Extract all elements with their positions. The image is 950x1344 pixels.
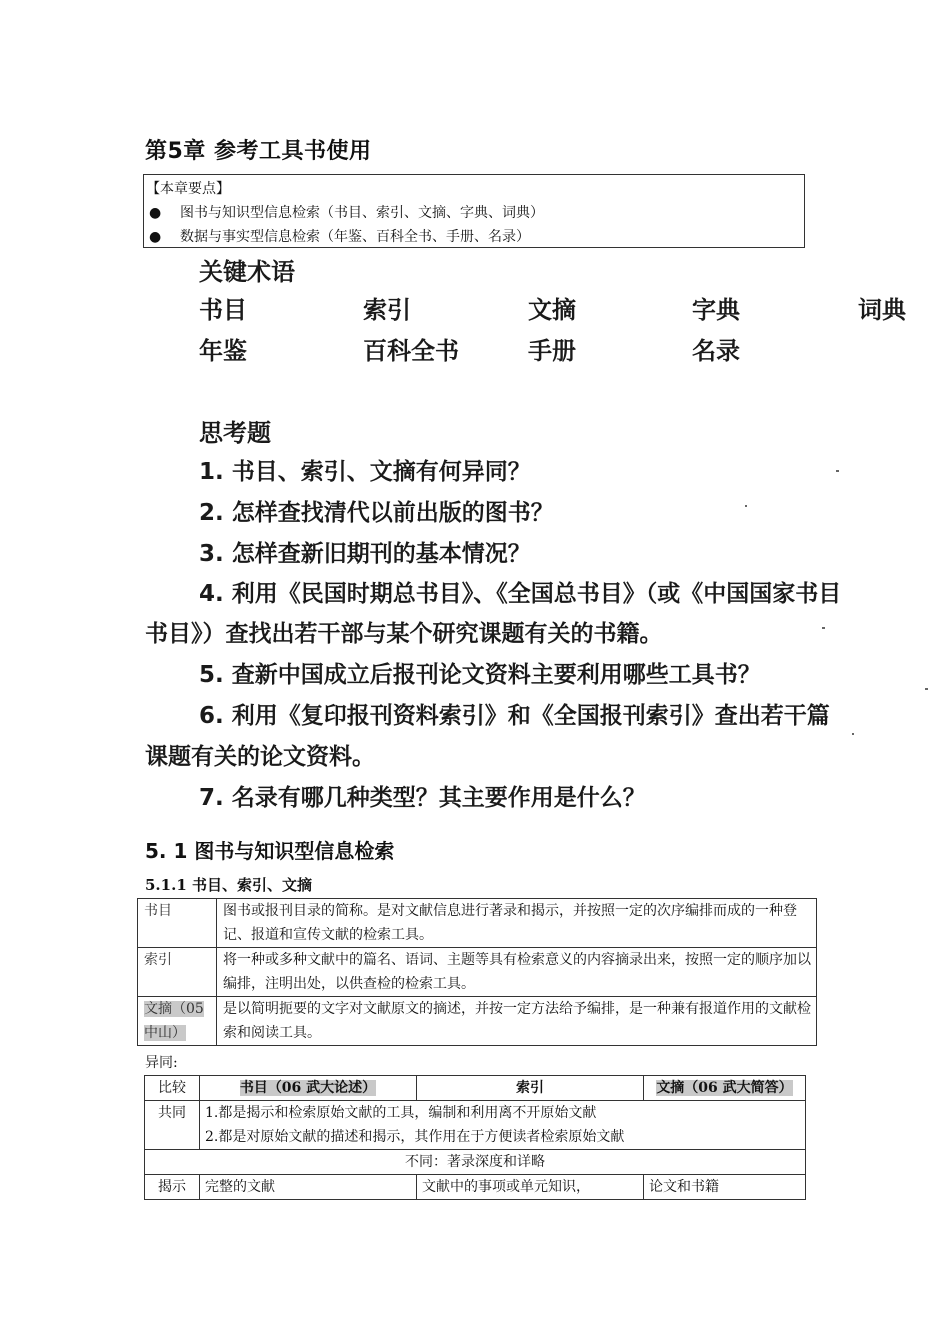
definition-term: 书目 <box>138 899 217 948</box>
scan-speck <box>852 733 854 735</box>
question-line: 6. 利用《复印报刊资料索引》和《全国报刊索引》查出若干篇 <box>199 703 830 729</box>
key-term: 词典 <box>858 296 906 324</box>
question-line: 2. 怎样查找清代以前出版的图书？ <box>199 500 554 526</box>
question-line: 4. 利用《民国时期总书目》、《全国总书目》（或《中国国家书目 <box>199 581 842 607</box>
diff-label: 异同: <box>145 1055 178 1071</box>
table-row <box>138 997 817 1046</box>
header-abstract <box>644 1076 806 1101</box>
scan-speck <box>822 627 825 629</box>
common-content <box>200 1101 806 1150</box>
definition-term <box>138 997 217 1046</box>
header-compare: 比较 <box>145 1076 200 1101</box>
definition-desc: 将一种或多种文献中的篇名、语词、主题等具有检索意义的内容摘录出来，按照一定的顺序加以编排，注明出处，以供查检的检索工具。 <box>217 948 817 997</box>
key-term: 名录 <box>692 337 740 365</box>
table-row <box>145 1150 806 1175</box>
section-heading: 5. 1 图书与知识型信息检索 <box>145 839 395 863</box>
scan-speck <box>836 470 839 472</box>
keypoints-title: 【本章要点】 <box>146 181 230 197</box>
table-header-row <box>145 1076 806 1101</box>
reveal-label: 揭示 <box>145 1175 200 1200</box>
key-term: 书目 <box>199 296 247 324</box>
questions-title: 思考题 <box>199 419 271 447</box>
key-terms-title: 关键术语 <box>199 258 295 286</box>
question-line: 5. 查新中国成立后报刊论文资料主要利用哪些工具书？ <box>199 662 761 688</box>
diff-row: 不同：著录深度和详略 <box>145 1150 806 1175</box>
comparison-table <box>144 1075 806 1200</box>
scan-speck <box>925 688 928 690</box>
header-index: 索引 <box>417 1076 644 1101</box>
common-line: 1.都是揭示和检索原始文献的工具，编制和利用离不开原始文献 <box>205 1105 597 1121</box>
reveal-value: 完整的文献 <box>200 1175 417 1200</box>
common-line: 2.都是对原始文献的描述和揭示，其作用在于方便读者检索原始文献 <box>205 1129 625 1145</box>
table-row <box>138 899 817 948</box>
definitions-table <box>137 898 817 1046</box>
key-term: 字典 <box>692 296 740 324</box>
common-label: 共同 <box>145 1101 200 1150</box>
bullet-icon: ● <box>149 205 162 221</box>
question-line: 7. 名录有哪几种类型？其主要作用是什么？ <box>199 785 646 811</box>
highlighted-header: 文摘（06 武大简答） <box>656 1080 793 1096</box>
reveal-value: 论文和书籍 <box>644 1175 806 1200</box>
highlighted-term: 文摘（05中山） <box>144 1001 204 1041</box>
bullet-icon: ● <box>149 229 162 245</box>
definition-desc: 是以简明扼要的文字对文献原文的摘述，并按一定方法给予编排，是一种兼有报道作用的文献检索和阅读工具。 <box>217 997 817 1046</box>
question-line: 书目》）查找出若干部与某个研究课题有关的书籍。 <box>145 621 663 647</box>
keypoint-text: 图书与知识型信息检索（书目、索引、文摘、字典、词典） <box>180 205 544 221</box>
question-line: 课题有关的论文资料。 <box>145 744 375 770</box>
scan-speck <box>745 505 747 507</box>
chapter-title: 第5章 参考工具书使用 <box>145 139 372 164</box>
highlighted-header: 书目（06 武大论述） <box>239 1080 377 1096</box>
header-bibliography <box>200 1076 417 1101</box>
table-row <box>138 948 817 997</box>
key-term: 百科全书 <box>363 337 459 365</box>
keypoint-text: 数据与事实型信息检索（年鉴、百科全书、手册、名录） <box>180 229 530 245</box>
table-row <box>145 1175 806 1200</box>
question-line: 3. 怎样查新旧期刊的基本情况？ <box>199 541 531 567</box>
definition-desc: 图书或报刊目录的简称。是对文献信息进行著录和揭示，并按照一定的次序编排而成的一种登记、报道和宣传文献的检索工具。 <box>217 899 817 948</box>
question-line: 1. 书目、索引、文摘有何异同？ <box>199 459 531 485</box>
table-row <box>145 1101 806 1150</box>
key-term: 索引 <box>363 296 411 324</box>
reveal-value: 文献中的事项或单元知识， <box>417 1175 644 1200</box>
definition-term: 索引 <box>138 948 217 997</box>
subsection-heading: 5.1.1 书目、索引、文摘 <box>145 876 312 894</box>
key-term: 手册 <box>528 337 576 365</box>
key-term: 年鉴 <box>199 337 247 365</box>
key-term: 文摘 <box>528 296 576 324</box>
